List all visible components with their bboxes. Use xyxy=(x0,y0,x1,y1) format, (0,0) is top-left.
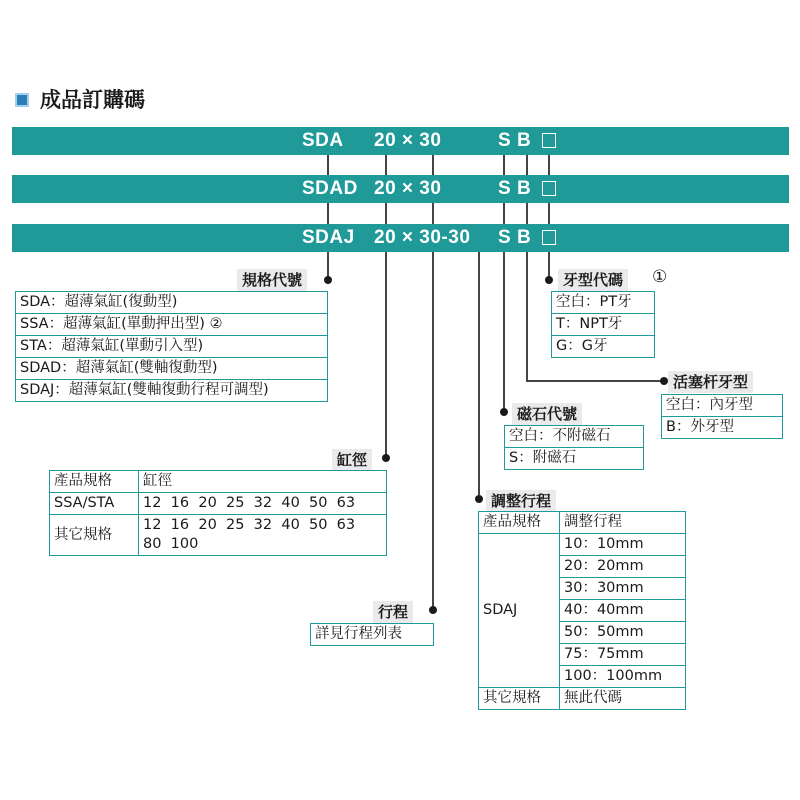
adjust-connector-dot xyxy=(475,495,483,503)
table-row xyxy=(16,358,328,380)
code-bar-sda xyxy=(12,127,789,155)
table-row xyxy=(16,292,328,314)
spec-row: SDAD：超薄氣缸(雙軸復動型) xyxy=(16,358,328,380)
bore-values xyxy=(139,515,387,556)
table-row xyxy=(662,395,783,417)
bore-values-line2: 80 100 xyxy=(143,536,199,552)
bore-label: 缸徑 xyxy=(332,449,372,471)
thread-code-box-icon xyxy=(542,224,556,252)
spec-row: STA：超薄氣缸(單動引入型) xyxy=(16,336,328,358)
table-row xyxy=(505,426,644,448)
code-bar-sdaj xyxy=(12,224,789,252)
adjust-row: 10：10mm xyxy=(560,534,686,556)
rod-row: 空白：內牙型 xyxy=(662,395,783,417)
bore-values-line1: 12 16 20 25 32 40 50 63 xyxy=(143,517,356,533)
adjust-header-stroke: 調整行程 xyxy=(560,512,686,534)
table-row xyxy=(479,688,686,710)
thread-code-box-icon xyxy=(542,175,556,203)
magnet-table xyxy=(504,425,644,470)
bore-header-model: 產品規格 xyxy=(50,471,139,493)
code-suffix: S B xyxy=(498,178,532,199)
adjust-row: 20：20mm xyxy=(560,556,686,578)
rod-label: 活塞杆牙型 xyxy=(668,371,753,393)
magnet-row: 空白：不附磁石 xyxy=(505,426,644,448)
table-row xyxy=(552,314,655,336)
thread-table xyxy=(551,291,655,358)
adjust-row: 100：100mm xyxy=(560,666,686,688)
stroke-table xyxy=(310,623,434,646)
adjust-model: SDAJ xyxy=(479,534,560,688)
thread-row: G：G牙 xyxy=(552,336,655,358)
adjust-other-value: 無此代碼 xyxy=(560,688,686,710)
bore-header-bore: 缸徑 xyxy=(139,471,387,493)
thread-note-marker: ① xyxy=(652,267,668,287)
rod-row: B：外牙型 xyxy=(662,417,783,439)
stroke-label: 行程 xyxy=(373,601,413,623)
thread-label: 牙型代碼 xyxy=(558,269,628,291)
square-bullet-icon xyxy=(15,93,29,107)
table-row xyxy=(50,515,387,556)
thread-row: 空白：PT牙 xyxy=(552,292,655,314)
rod-table xyxy=(661,394,783,439)
adjust-header-model: 產品規格 xyxy=(479,512,560,534)
bore-model: SSA/STA xyxy=(50,493,139,515)
table-row xyxy=(479,512,686,534)
code-suffix: S B xyxy=(498,227,532,248)
code-bar-sdad xyxy=(12,175,789,203)
bore-values: 12 16 20 25 32 40 50 63 xyxy=(139,493,387,515)
table-row xyxy=(479,534,686,556)
table-row xyxy=(311,624,434,646)
code-series: SDAJ xyxy=(302,227,355,248)
spec-row: SSA：超薄氣缸(單動押出型) ② xyxy=(16,314,328,336)
thread-connector-dot xyxy=(545,276,553,284)
page-title: 成品訂購碼 xyxy=(40,88,145,112)
code-suffix: S B xyxy=(498,130,532,151)
code-bore-stroke: 20 × 30 xyxy=(374,130,442,151)
adjust-other-model: 其它規格 xyxy=(479,688,560,710)
magnet-label: 磁石代號 xyxy=(512,403,582,425)
stroke-connector-dot xyxy=(429,606,437,614)
adjust-row: 30：30mm xyxy=(560,578,686,600)
spec-row: SDAJ：超薄氣缸(雙軸復動行程可調型) xyxy=(16,380,328,402)
table-row xyxy=(552,336,655,358)
table-row xyxy=(50,493,387,515)
table-row xyxy=(552,292,655,314)
spec-row: SDA：超薄氣缸(復動型) xyxy=(16,292,328,314)
table-row xyxy=(505,448,644,470)
rod-connector-dot xyxy=(660,377,668,385)
magnet-connector-dot xyxy=(500,408,508,416)
code-series: SDA xyxy=(302,130,344,151)
bore-model: 其它規格 xyxy=(50,515,139,556)
adjust-label: 調整行程 xyxy=(486,490,556,512)
table-row xyxy=(662,417,783,439)
spec-table xyxy=(15,291,328,402)
table-row xyxy=(16,336,328,358)
magnet-row: S：附磁石 xyxy=(505,448,644,470)
bore-table xyxy=(49,470,387,556)
adjust-row: 50：50mm xyxy=(560,622,686,644)
table-row xyxy=(16,314,328,336)
table-row xyxy=(50,471,387,493)
spec-label: 規格代號 xyxy=(237,269,307,291)
code-bore-stroke: 20 × 30-30 xyxy=(374,227,471,248)
adjust-table xyxy=(478,511,686,710)
code-series: SDAD xyxy=(302,178,358,199)
table-row xyxy=(16,380,328,402)
code-bore-stroke: 20 × 30 xyxy=(374,178,442,199)
adjust-row: 75：75mm xyxy=(560,644,686,666)
thread-code-box-icon xyxy=(542,127,556,155)
bore-connector-dot xyxy=(382,454,390,462)
spec-connector-dot xyxy=(324,276,332,284)
thread-row: T：NPT牙 xyxy=(552,314,655,336)
adjust-row: 40：40mm xyxy=(560,600,686,622)
stroke-value: 詳見行程列表 xyxy=(311,624,434,646)
